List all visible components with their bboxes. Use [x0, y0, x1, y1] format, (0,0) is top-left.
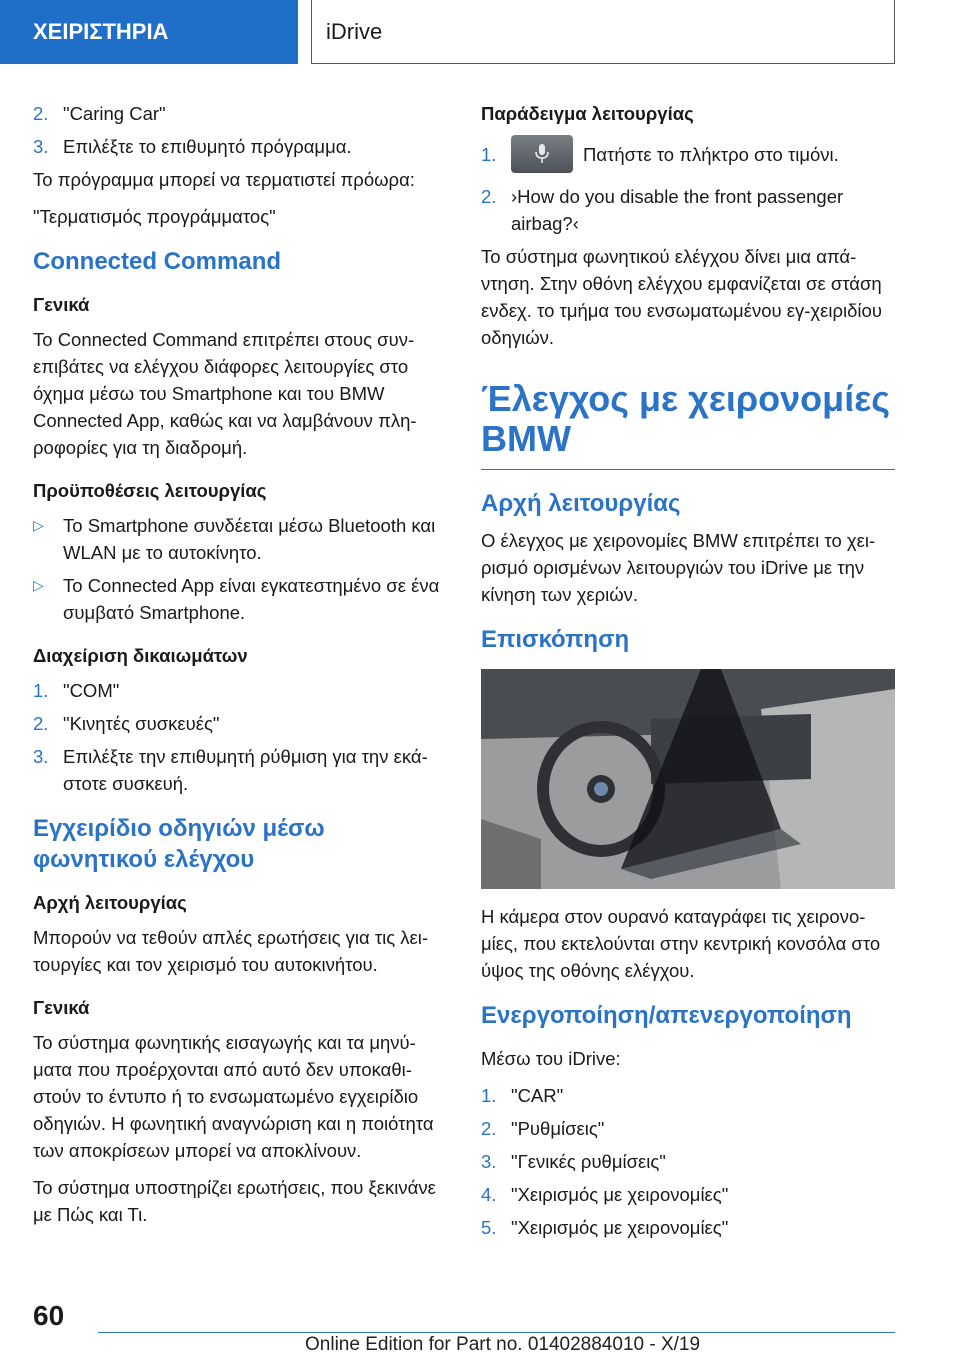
list-item	[33, 133, 453, 160]
page-number: 60	[33, 1300, 65, 1331]
paragraph: Η κάμερα στον ουρανό καταγράφει τις χειρονο‐μίες, που εκτελούνται στην κεντρική κονσόλα στο ύψος της οθόνης ελέγχου.	[481, 906, 881, 981]
step-text: "CAR"	[511, 1085, 564, 1106]
step-text: "Χειρισμός με χειρονομίες"	[511, 1217, 729, 1238]
section-tab: ΧΕΙΡΙΣΤΗΡΙΑ	[0, 0, 298, 64]
step-text: "Κινητές συσκευές"	[63, 713, 220, 734]
subheading-example: Παράδειγμα λειτουργίας	[481, 103, 694, 124]
subheading-general: Γενικά	[33, 997, 90, 1018]
triangle-bullet-icon: ▷	[33, 517, 44, 533]
list-item	[481, 183, 895, 237]
paragraph: Μέσω του iDrive:	[481, 1048, 621, 1069]
paragraph: Το σύστημα φωνητικού ελέγχου δίνει μια απά‐ντηση. Στην οθόνη ελέγχου εμφανίζεται σε στάση ενδεχ. το τμήμα του ενσωματωμένου εγ‐χειριδίου οδηγιών.	[481, 246, 882, 348]
list-item	[33, 512, 453, 566]
step-text: ›How do you disable the front passenger airbag?‹	[511, 186, 844, 234]
footer-edition-text: Online Edition for Part no. 01402884010 - X/19	[305, 1334, 701, 1355]
chapter-title: iDrive	[311, 0, 895, 64]
heading-activate-deactivate: Ενεργοποίηση/απενεργοποίηση	[481, 1002, 852, 1029]
microphone-button-icon	[511, 135, 573, 173]
list-item	[481, 1181, 895, 1208]
step-number: 3.	[481, 1151, 497, 1172]
paragraph: Μπορούν να τεθούν απλές ερωτήσεις για τις λει‐τουργίες και τον χειρισμό του αυτοκινήτου.	[33, 927, 429, 975]
step-text: "Caring Car"	[63, 103, 166, 124]
list-item	[481, 1082, 895, 1109]
triangle-bullet-icon: ▷	[33, 577, 44, 593]
step-number: 3.	[33, 136, 49, 157]
heading-overview: Επισκόπηση	[481, 626, 630, 653]
step-text: "COM"	[63, 680, 120, 701]
step-number: 1.	[481, 1085, 497, 1106]
paragraph: Το πρόγραμμα μπορεί να τερματιστεί πρόωρα:	[33, 169, 415, 190]
paragraph: Το σύστημα υποστηρίζει ερωτήσεις, που ξεκινάνε με Πώς και Τι.	[33, 1177, 436, 1225]
heading-principle: Αρχή λειτουργίας	[481, 490, 681, 517]
list-item	[33, 710, 453, 737]
list-item	[481, 1148, 895, 1175]
step-number: 1.	[481, 143, 497, 165]
step-text: Επιλέξτε την επιθυμητή ρύθμιση για την εκά‐στοτε συσκευή.	[63, 746, 428, 794]
list-item	[481, 1115, 895, 1142]
step-text: Πατήστε το πλήκτρο στο τιμόνι.	[583, 143, 839, 165]
left-column	[33, 100, 453, 1238]
step-number: 4.	[481, 1184, 497, 1205]
paragraph: Το Connected Command επιτρέπει στους συν‐επιβάτες να ελέγχου διάφορες λειτουργίες στο όχημα μέσω του Smartphone και του BMW Connected App, καθώς και να λαμβάνουν πλη‐ροφορίες για τη διαδρομή.	[33, 329, 417, 458]
step-text: "Χειρισμός με χειρονομίες"	[511, 1184, 729, 1205]
step-number: 2.	[33, 713, 49, 734]
step-text: "Ρυθμίσεις"	[511, 1118, 605, 1139]
gesture-camera-illustration	[481, 669, 895, 889]
subheading-rights: Διαχείριση δικαιωμάτων	[33, 645, 248, 666]
step-number: 2.	[33, 103, 49, 124]
list-item	[481, 135, 895, 173]
footer-rule	[98, 1332, 895, 1333]
heading-gesture-control: Έλεγχος με χειρονομίες BMW	[481, 378, 891, 459]
step-number: 5.	[481, 1217, 497, 1238]
step-text: Επιλέξτε το επιθυμητό πρόγραμμα.	[63, 136, 352, 157]
subheading-principle: Αρχή λειτουργίας	[33, 892, 187, 913]
bullet-text: Το Connected App είναι εγκατεστημένο σε ένα συμβατό Smartphone.	[63, 575, 440, 623]
step-number: 3.	[33, 746, 49, 767]
step-number: 2.	[481, 1118, 497, 1139]
step-number: 1.	[33, 680, 49, 701]
heading-voice-manual: Εγχειρίδιο οδηγιών μέσω φωνητικού ελέγχου	[33, 815, 325, 873]
heading-connected-command: Connected Command	[33, 248, 282, 275]
step-text: "Γενικές ρυθμίσεις"	[511, 1151, 666, 1172]
subheading-general: Γενικά	[33, 294, 90, 315]
subheading-prerequisites: Προϋποθέσεις λειτουργίας	[33, 480, 267, 501]
bullet-text: Το Smartphone συνδέεται μέσω Bluetooth και WLAN με το αυτοκίνητο.	[63, 515, 436, 563]
paragraph: Ο έλεγχος με χειρονομίες BMW επιτρέπει το χει‐ρισμό ορισμένων λειτουργιών του iDrive με την κίνηση των χεριών.	[481, 530, 876, 605]
list-item	[33, 572, 453, 626]
heading-rule	[481, 469, 895, 470]
list-item	[33, 677, 453, 704]
paragraph: "Τερματισμός προγράμματος"	[33, 206, 276, 227]
right-column	[481, 100, 895, 1247]
step-number: 2.	[481, 186, 497, 207]
list-item	[481, 1214, 895, 1241]
paragraph: Το σύστημα φωνητικής εισαγωγής και τα μηνύ‐ματα που προέρχονται από αυτό δεν υποκαθι‐στούν το έντυπο ή το ενσωματωμένο εγχειρίδιο οδηγιών. Η φωνητική αναγνώριση και η ποιότητα των αποκρίσεων μπορεί να αποκλίνουν.	[33, 1032, 434, 1161]
list-item	[33, 100, 453, 127]
list-item	[33, 743, 453, 797]
